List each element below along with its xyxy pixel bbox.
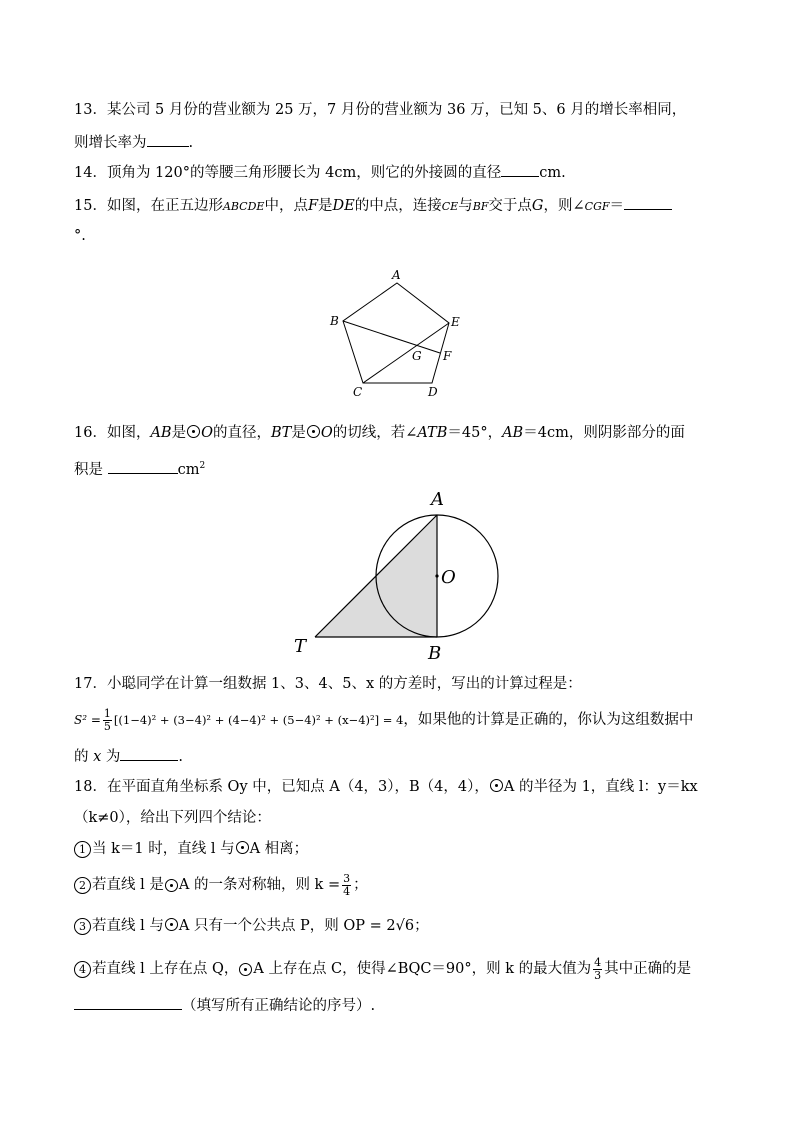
q18-text: 若直线 l 是 [92, 877, 164, 893]
circle-symbol-icon [236, 841, 249, 854]
q14-line [74, 162, 566, 183]
label-t: T [294, 636, 307, 657]
q18-c2-fraction [342, 873, 351, 898]
label-b: B [428, 643, 442, 664]
q18-text: ； [353, 877, 368, 893]
circle-symbol-icon [307, 425, 320, 438]
q15-point: G [531, 198, 544, 214]
label-b: B [330, 314, 339, 328]
label-c: C [353, 385, 363, 399]
q17-formula-body: [(1−4)² + (3−4)² + (4−4)² + (5−4)² + (x−4)²] = 4 [113, 713, 404, 727]
q15-text: 交于点 [488, 198, 532, 214]
q16-text: 的直径， [212, 425, 271, 441]
q18-text: 其中正确的是 [604, 961, 692, 977]
q14-answer-blank[interactable] [501, 162, 539, 177]
q17-frac-den: 5 [103, 719, 111, 733]
q14-unit: cm. [539, 165, 566, 181]
q18-text: 18．在平面直角坐标系 Oy 中，已知点 A（4，3），B（4，4）， [74, 779, 489, 795]
q15-point: F [307, 198, 319, 214]
figure-15-pentagon [320, 265, 470, 400]
q17-line2 [74, 703, 693, 737]
q18-text: A 相离； [249, 841, 309, 857]
q13-suffix: . [188, 135, 194, 151]
q16-text: 的切线，若∠ [332, 425, 418, 441]
q13-answer-blank[interactable] [147, 132, 189, 147]
figure-16-circle [285, 485, 505, 665]
q18-line2: （k≠0），给出下列四个结论： [74, 810, 271, 826]
label-d: D [428, 385, 438, 399]
q18-line1 [74, 777, 698, 797]
q18-text: A 的半径为 1，直线 l：y＝kx [503, 779, 698, 795]
q13-prefix: 则增长率为 [74, 135, 147, 151]
q15-text: 与 [458, 198, 473, 214]
circled-number-2: 2 [74, 877, 91, 894]
circle-symbol-icon [165, 918, 178, 931]
pentagon-abcde [343, 283, 449, 383]
q15-segment: BF [472, 200, 489, 213]
q18-last-line [74, 995, 375, 1016]
q18-conclusion-3 [74, 916, 429, 936]
q16-text: ＝45°， [447, 425, 503, 441]
q17-text: ，如果他的计算是正确的，你认为这组数据中 [403, 712, 694, 728]
label-a: A [392, 268, 401, 282]
q18-conclusion-4 [74, 954, 691, 984]
q18-text: 若直线 l 上存在点 Q， [92, 961, 239, 977]
q16-text: ＝4cm，则阴影部分的面 [523, 425, 685, 441]
q16-point: O [320, 425, 333, 441]
q17-line1: 17．小聪同学在计算一组数据 1、3、4、5、x 的方差时，写出的计算过程是： [74, 676, 582, 692]
center-point [435, 574, 438, 577]
q15-pentagon-name: ABCDE [222, 200, 265, 213]
q15-text: 是 [318, 198, 333, 214]
q18-text: A 的一条对称轴，则 k = [178, 877, 341, 893]
q18-text: （填写所有正确结论的序号）. [182, 998, 376, 1014]
q16-text: 是 [291, 425, 306, 441]
q18-text: 若直线 l 与 [92, 918, 164, 934]
q18-c4-fraction [593, 957, 602, 982]
q16-text: 积是 [74, 461, 103, 478]
q17-text: 为 [105, 749, 121, 765]
circled-number-3: 3 [74, 918, 91, 935]
q18-answer-blank[interactable] [74, 995, 182, 1010]
q15-text: ＝ [609, 198, 624, 214]
q17-line3 [74, 746, 183, 767]
q16-text: 是 [171, 425, 187, 441]
q16-unit: cm [177, 461, 200, 478]
circle-symbol-icon [165, 879, 178, 892]
q17-text: 的 [74, 749, 89, 765]
q14-text: 14．顶角为 120°的等腰三角形腰长为 4cm，则它的外接圆的直径 [74, 165, 502, 181]
q15-text: 中，点 [264, 198, 308, 214]
label-g: G [412, 349, 422, 363]
q17-fraction [103, 708, 112, 733]
q15-text: 15．如图，在正五边形 [74, 198, 223, 214]
circle-symbol-icon [490, 779, 503, 792]
q15-line1 [74, 195, 672, 217]
q15-segment: DE [332, 198, 355, 214]
q15-angle: CGF [584, 200, 610, 213]
q13-line1: 13．某公司 5 月份的营业额为 25 万，7 月份的营业额为 36 万，已知 5、6 月的增长率相同， [74, 102, 687, 118]
circled-number-1: 1 [74, 841, 91, 858]
q17-formula-lhs: S² = [74, 713, 101, 727]
q17-text: . [178, 749, 184, 765]
q16-unit-sup: 2 [199, 461, 206, 471]
label-e: E [451, 315, 460, 329]
label-a: A [431, 489, 444, 510]
q18-text: A 只有一个公共点 P，则 OP = 2√6； [178, 918, 429, 934]
q16-segment: AB [150, 425, 172, 441]
q16-line1 [74, 423, 685, 443]
label-f: F [443, 349, 452, 363]
q16-line2 [74, 456, 205, 480]
q18-c4-frac-den: 3 [594, 968, 602, 982]
q15-answer-blank[interactable] [624, 195, 672, 210]
q16-text: 16．如图， [74, 425, 151, 441]
q15-line2: °. [74, 228, 86, 244]
circle-symbol-icon [239, 963, 252, 976]
q15-text: ，则∠ [543, 198, 585, 214]
circled-number-4: 4 [74, 961, 91, 978]
segment-bf [343, 321, 440, 353]
q18-text: 当 k＝1 时，直线 l 与 [92, 841, 235, 857]
q16-segment: AB [502, 425, 524, 441]
q17-var: x [93, 749, 102, 765]
q18-conclusion-1 [74, 839, 308, 859]
q17-frac-num: 1 [103, 706, 111, 720]
q18-conclusion-2 [74, 870, 368, 900]
q15-text: 的中点，连接 [354, 198, 442, 214]
q16-answer-blank[interactable] [108, 459, 178, 474]
q18-c4-frac-num: 4 [594, 955, 602, 969]
circle-symbol-icon [187, 425, 200, 438]
q15-segment: CE [441, 200, 459, 213]
q17-answer-blank[interactable] [120, 746, 178, 761]
label-o: O [441, 567, 456, 588]
q18-c2-frac-den: 4 [343, 884, 351, 898]
q18-text: A 上存在点 C，使得∠BQC＝90°，则 k 的最大值为 [253, 961, 592, 977]
q13-line2 [74, 132, 193, 153]
q16-segment: BT [270, 425, 292, 441]
q16-point: O [201, 425, 213, 441]
q18-c2-frac-num: 3 [343, 871, 351, 885]
q16-angle: ATB [417, 425, 448, 441]
